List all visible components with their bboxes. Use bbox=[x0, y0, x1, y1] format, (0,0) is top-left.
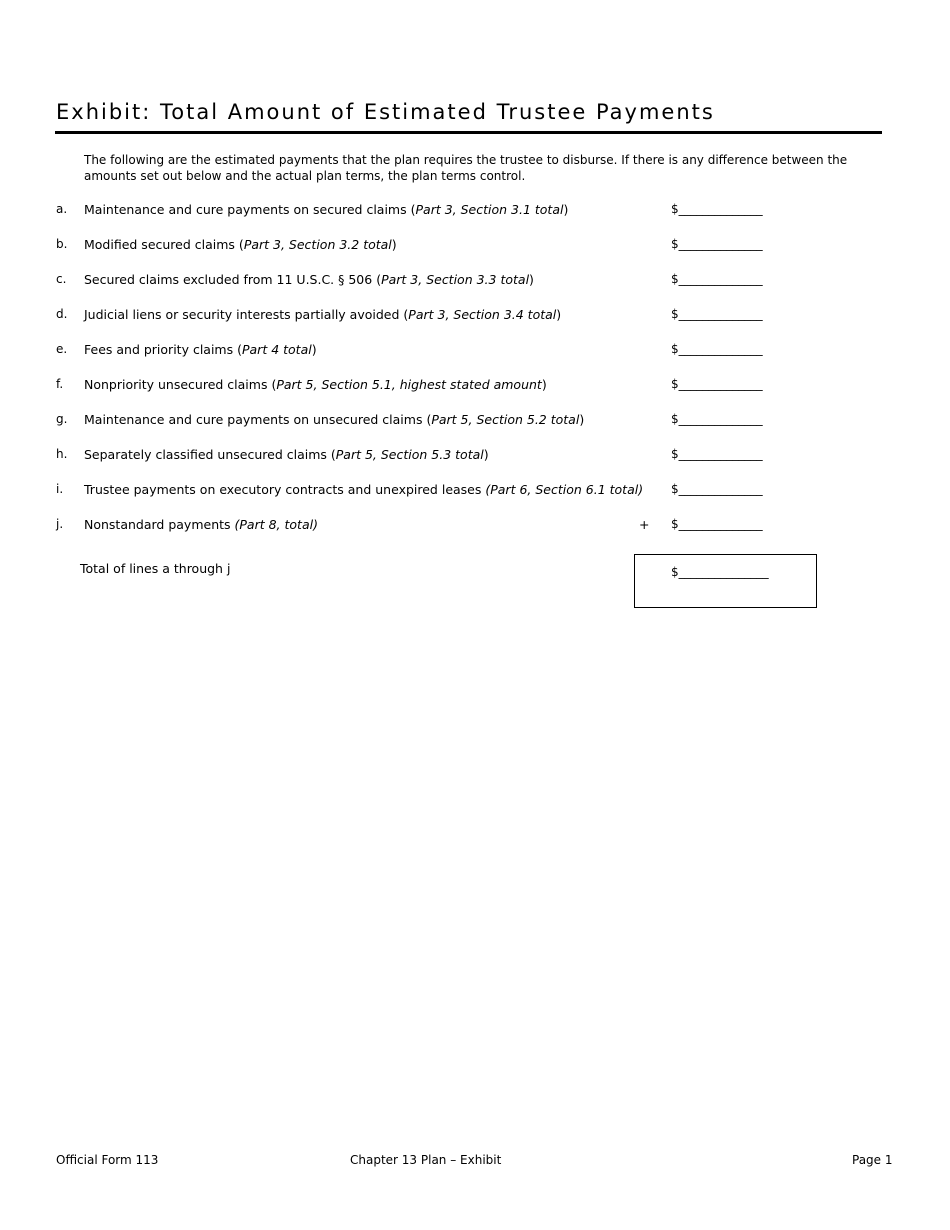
item-reference: Part 5, Section 5.2 total bbox=[431, 412, 580, 427]
amount-field-b[interactable]: $______________ bbox=[671, 237, 763, 251]
amount-field-c[interactable]: $______________ bbox=[671, 272, 763, 286]
amount-field-g[interactable]: $______________ bbox=[671, 412, 763, 426]
item-letter: f. bbox=[56, 377, 64, 391]
line-item-a bbox=[0, 202, 950, 222]
line-item-b bbox=[0, 237, 950, 257]
amount-field-f[interactable]: $______________ bbox=[671, 377, 763, 391]
item-reference: Part 3, Section 3.4 total bbox=[408, 307, 557, 322]
item-description: Fees and priority claims (Part 4 total) bbox=[84, 342, 317, 357]
item-description: Modified secured claims (Part 3, Section 3.2 total) bbox=[84, 237, 397, 252]
item-reference: Part 4 total bbox=[241, 342, 312, 357]
item-reference: (Part 8, total) bbox=[234, 517, 318, 532]
amount-field-e[interactable]: $______________ bbox=[671, 342, 763, 356]
item-description: Nonstandard payments (Part 8, total) bbox=[84, 517, 318, 532]
plus-operator: + bbox=[639, 517, 650, 532]
amount-field-j[interactable]: $______________ bbox=[671, 517, 763, 531]
item-letter: e. bbox=[56, 342, 68, 356]
item-reference: Part 3, Section 3.3 total bbox=[381, 272, 530, 287]
line-item-d bbox=[0, 307, 950, 327]
item-reference: Part 5, Section 5.1, highest stated amount bbox=[276, 377, 542, 392]
line-item-j bbox=[0, 517, 950, 537]
item-letter: a. bbox=[56, 202, 68, 216]
item-letter: c. bbox=[56, 272, 67, 286]
amount-field-h[interactable]: $______________ bbox=[671, 447, 763, 461]
item-letter: d. bbox=[56, 307, 68, 321]
item-letter: j. bbox=[56, 517, 64, 531]
item-description: Maintenance and cure payments on unsecured claims (Part 5, Section 5.2 total) bbox=[84, 412, 585, 427]
item-description: Maintenance and cure payments on secured claims (Part 3, Section 3.1 total) bbox=[84, 202, 569, 217]
amount-field-a[interactable]: $______________ bbox=[671, 202, 763, 216]
item-letter: g. bbox=[56, 412, 68, 426]
item-reference: (Part 6, Section 6.1 total) bbox=[485, 482, 644, 497]
footer-title: Chapter 13 Plan – Exhibit bbox=[350, 1153, 502, 1167]
intro-paragraph: The following are the estimated payments that the plan requires the trustee to disburse. If there is any difference between the amounts set out below and the actual plan terms, the plan terms control. bbox=[84, 153, 848, 183]
item-description: Trustee payments on executory contracts and unexpired leases (Part 6, Section 6.1 total) bbox=[84, 482, 644, 497]
item-letter: h. bbox=[56, 447, 68, 461]
line-item-g bbox=[0, 412, 950, 432]
total-box bbox=[634, 554, 817, 608]
item-reference: Part 3, Section 3.2 total bbox=[243, 237, 392, 252]
total-amount-field[interactable]: $_______________ bbox=[671, 565, 769, 579]
line-item-e bbox=[0, 342, 950, 362]
line-item-i bbox=[0, 482, 950, 502]
footer-form-number: Official Form 113 bbox=[56, 1153, 159, 1167]
title-divider bbox=[55, 131, 882, 134]
page-title: Exhibit: Total Amount of Estimated Trustee Payments bbox=[56, 100, 715, 124]
footer-page-number: Page 1 bbox=[852, 1153, 893, 1167]
item-letter: b. bbox=[56, 237, 68, 251]
item-letter: i. bbox=[56, 482, 64, 496]
line-item-h bbox=[0, 447, 950, 467]
amount-field-d[interactable]: $______________ bbox=[671, 307, 763, 321]
item-description: Secured claims excluded from 11 U.S.C. § 506 (Part 3, Section 3.3 total) bbox=[84, 272, 534, 287]
item-description: Judicial liens or security interests partially avoided (Part 3, Section 3.4 total) bbox=[84, 307, 562, 322]
amount-field-i[interactable]: $______________ bbox=[671, 482, 763, 496]
item-reference: Part 3, Section 3.1 total bbox=[415, 202, 564, 217]
item-reference: Part 5, Section 5.3 total bbox=[335, 447, 484, 462]
total-label: Total of lines a through j bbox=[80, 561, 231, 576]
line-item-c bbox=[0, 272, 950, 292]
line-item-f bbox=[0, 377, 950, 397]
item-description: Separately classified unsecured claims (Part 5, Section 5.3 total) bbox=[84, 447, 489, 462]
item-description: Nonpriority unsecured claims (Part 5, Section 5.1, highest stated amount) bbox=[84, 377, 547, 392]
